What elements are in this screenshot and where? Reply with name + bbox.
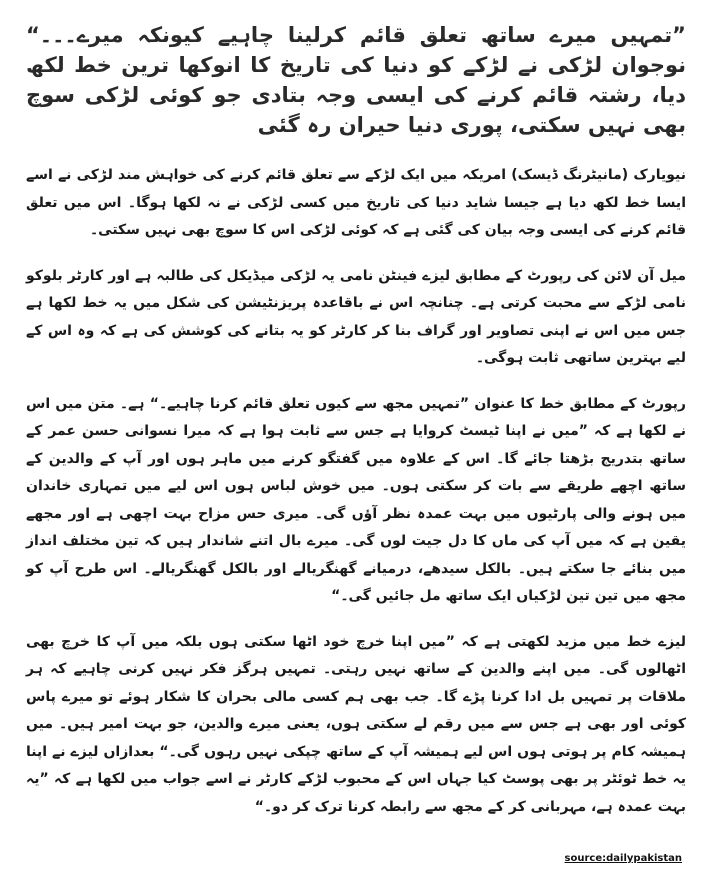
article-headline: ”تمہیں میرے ساتھ تعلق قائم کرلینا چاہیے کیونکہ میرے۔۔۔“ نوجوان لڑکی نے لڑکے کو دنیا کی تاریخ کا انوکھا ترین خط لکھ دیا، رشتہ قائم کرنے کی ایسی وجہ بتادی جو کوئی لڑکی سوچ بھی نہیں سکتی، پوری دنیا حیران رہ گئی	[26, 23, 686, 137]
article-paragraph-4: لیزے خط میں مزید لکھتی ہے کہ ”میں اپنا خرچ خود اٹھا سکتی ہوں بلکہ میں آپ کا خرچ بھی اٹھالوں گی۔ میں اپنے والدین کے ساتھ نہیں رہتی۔ تمہیں ہرگز فکر نہیں کرنی چاہیے کہ ہر ملاقات پر تمہیں بل ادا کرنا پڑے گا۔ جب بھی ہم کسی مالی بحران کا شکار ہوئے تو میرے پاس کوئی اور بھی ہے جس سے میں رقم لے سکتی ہوں، یعنی میرے والدین، جو بہت امیر ہیں۔ میں ہمیشہ کام پر ہوتی ہوں اس لیے ہمیشہ آپ کے ساتھ چپکی نہیں رہوں گی۔“ بعدازاں لیزے نے اپنا یہ خط ٹوئٹر پر بھی پوسٹ کیا جہاں اس کے محبوب لڑکے کارٹر نے اسے جواب میں لکھا ہے کہ ”یہ بہت عمدہ ہے، مہربانی کر کے مجھ سے رابطہ کرنا ترک کر دو۔“	[26, 633, 686, 815]
article-paragraph-2: میل آن لائن کی رپورٹ کے مطابق لیزے فینٹن نامی یہ لڑکی میڈیکل کی طالبہ ہے اور کارٹر بلوکو نامی لڑکے سے محبت کرتی ہے۔ چنانچہ اس نے باقاعدہ پریزنٹیشن کی شکل میں یہ خط لکھا ہے جس میں اس نے اپنی تصاویر اور گراف بنا کر کارٹر کو یہ بتانے کی کوشش کی ہے کہ وہ اس کے لیے بہترین ساتھی ثابت ہوگی۔	[26, 267, 686, 366]
article	[26, 8, 686, 848]
article-paragraph-3: رپورٹ کے مطابق خط کا عنوان ”تمہیں مجھ سے کیوں تعلق قائم کرنا چاہیے۔“ ہے۔ متن میں اس نے لکھا ہے کہ ”میں نے اپنا ٹیسٹ کروایا ہے جس سے ثابت ہوا ہے کہ میرا نسوانی حسن عمر کے ساتھ بتدریج بڑھتا جائے گا۔ اس کے علاوہ میں گفتگو کرنے میں ماہر ہوں اور آپ کے والدین کے ساتھ اچھے طریقے سے بات کر سکتی ہوں۔ میں خوش لباس ہوں اس لیے میں تمہاری خاندان میں ہونے والی پارٹیوں میں بہت عمدہ نظر آؤں گی۔ میری حس مزاح بہت اچھی ہے اور مجھے یقین ہے کہ میں آپ کی ماں کا دل جیت لوں گی۔ میرے بال اتنے شاندار ہیں کہ تین مختلف انداز میں بنائے جا سکتے ہیں۔ بالکل سیدھے، درمیانے گھنگریالے اور بالکل گھنگریالے۔ اس طرح آپ کو مجھ میں تین تین لڑکیاں ایک ساتھ مل جائیں گی۔“	[26, 395, 686, 604]
source-credit: source:dailypakistan	[564, 853, 682, 864]
article-paragraph-1: نیویارک (مانیٹرنگ ڈیسک) امریکہ میں ایک لڑکے سے تعلق قائم کرنے کی خواہش مند لڑکی نے اسے ایسا خط لکھ دیا ہے جیسا شاید دنیا کی تاریخ میں کسی لڑکی نے نہ لکھا ہوگا۔ اس میں تعلق قائم کرنے کی ایسی وجہ بیان کی گئی ہے کہ کوئی لڑکی اس کا سوچ بھی نہیں سکتی۔	[26, 167, 686, 238]
